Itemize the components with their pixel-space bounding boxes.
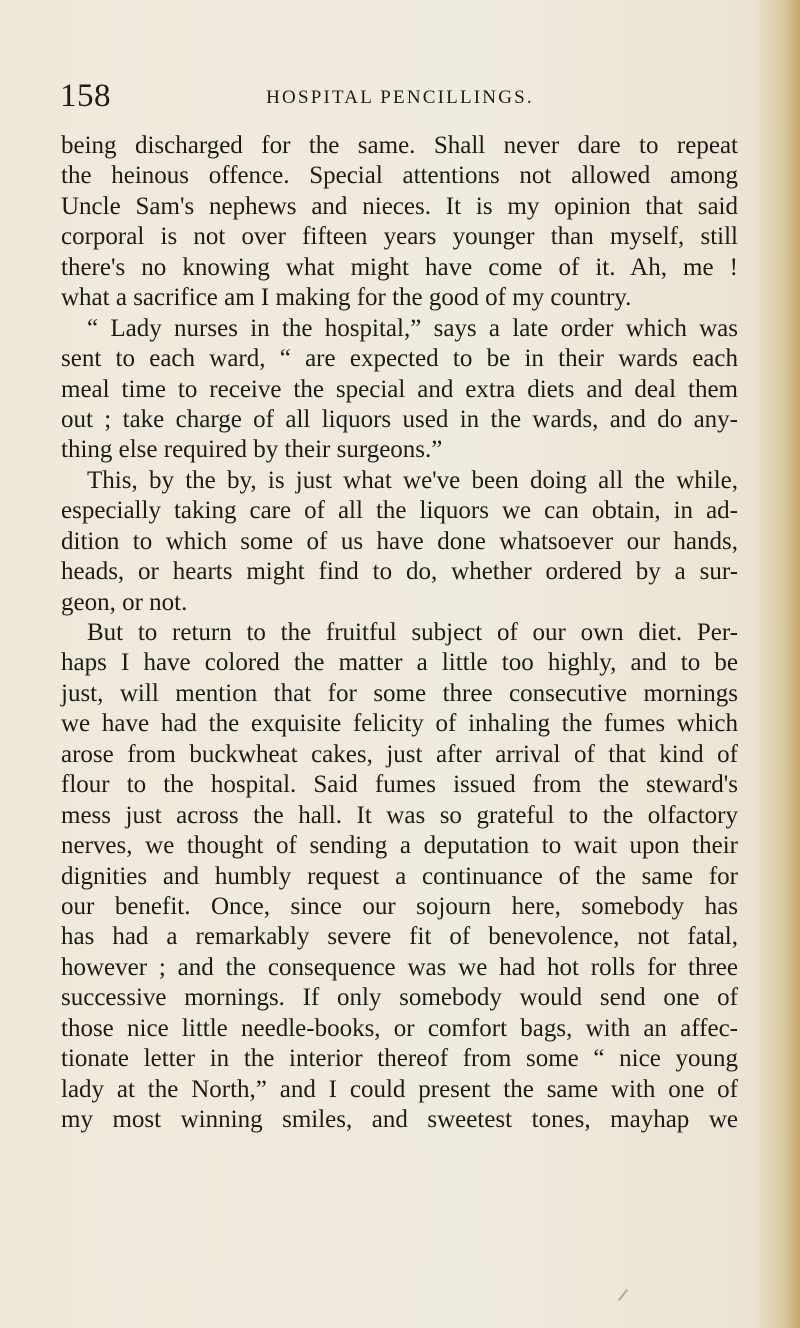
text-line: our benefit. Once, since our sojourn here, somebody has [61,892,738,920]
running-head: HOSPITAL PENCILLINGS. [266,87,534,108]
page-edge [784,0,800,1328]
page-number: 158 [60,78,111,114]
text-line: however ; and the consequence was we had hot rolls for three [61,953,738,981]
text-line: haps I have colored the matter a little too highly, and to be [61,649,738,677]
text-line: successive mornings. If only somebody would send one of [61,984,738,1012]
body-text [61,131,738,1135]
text-line: geon, or not. [61,588,188,616]
text-line: thing else required by their surgeons.” [61,436,443,464]
text-line: Uncle Sam's nephews and nieces. It is my opinion that said [61,192,738,220]
text-line: sent to each ward, “ are expected to be in their wards each [61,345,738,373]
text-line: flour to the hospital. Said fumes issued from the steward's [61,771,738,799]
text-line: heads, or hearts might find to do, whether ordered by a sur- [61,558,738,586]
text-line: dition to which some of us have done whatsoever our hands, [61,527,738,555]
text-line: we have had the exquisite felicity of inhaling the fumes which [61,710,738,738]
text-line: especially taking care of all the liquors we can obtain, in ad- [61,497,738,525]
text-line: This, by the by, is just what we've been doing all the while, [87,466,738,494]
pencil-mark [618,1289,628,1301]
text-line: meal time to receive the special and extra diets and deal them [61,375,738,403]
text-line: there's no knowing what might have come of it. Ah, me ! [61,253,738,281]
text-line: arose from buckwheat cakes, just after arrival of that kind of [61,740,738,768]
text-line: the heinous offence. Special attentions not allowed among [61,162,738,190]
text-line: being discharged for the same. Shall never dare to repeat [61,132,738,159]
text-line: what a sacrifice am I making for the good of my country. [61,284,632,312]
text-line: tionate letter in the interior thereof from some “ nice young [61,1045,738,1073]
text-line: those nice little needle-books, or comfort bags, with an affec- [61,1014,738,1042]
text-line: dignities and humbly request a continuance of the same for [61,862,738,890]
text-line: nerves, we thought of sending a deputation to wait upon their [61,832,738,860]
page-header [0,76,800,116]
text-line: But to return to the fruitful subject of our own diet. Per- [87,619,738,646]
text-line: has had a remarkably severe fit of benevolence, not fatal, [61,923,738,951]
text-line: mess just across the hall. It was so grateful to the olfactory [61,801,738,829]
text-line: just, will mention that for some three consecutive mornings [61,679,738,707]
text-line: lady at the North,” and I could present the same with one of [61,1075,738,1103]
text-line: my most winning smiles, and sweetest tones, mayhap we [61,1106,738,1133]
text-line: “ Lady nurses in the hospital,” says a late order which was [87,314,738,342]
text-line: corporal is not over fifteen years younger than myself, still [61,223,738,251]
text-line: out ; take charge of all liquors used in the wards, and do any- [61,405,738,433]
